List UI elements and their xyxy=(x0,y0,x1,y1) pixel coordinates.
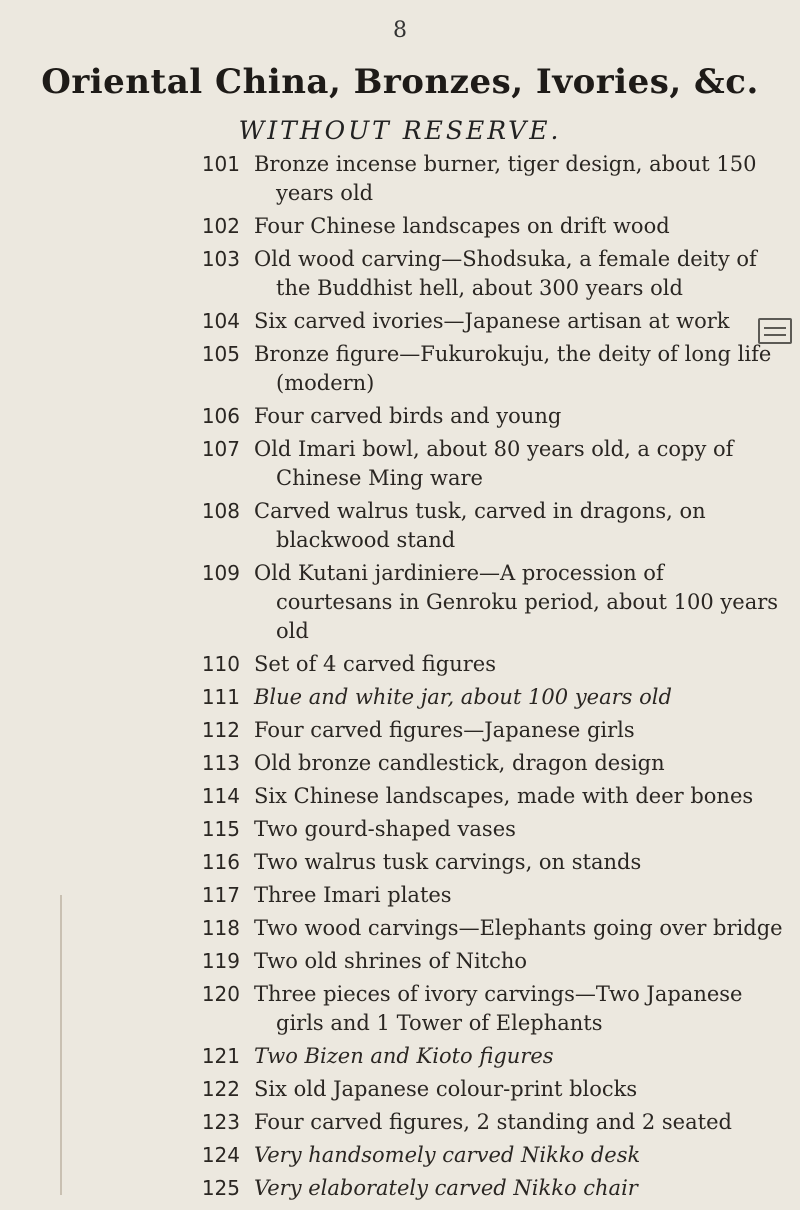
lot-number: 105 xyxy=(201,342,240,366)
lot-number: 124 xyxy=(201,1143,240,1167)
lot-item xyxy=(0,980,800,1038)
lot-item xyxy=(0,435,800,493)
lot-item xyxy=(0,1174,800,1203)
lot-number: 104 xyxy=(201,309,240,333)
lot-description: Four carved figures—Japanese girls xyxy=(254,718,635,742)
lot-item xyxy=(0,150,800,208)
lot-number: 106 xyxy=(201,404,240,428)
lot-description: Two old shrines of Nitcho xyxy=(254,949,528,973)
lot-number: 103 xyxy=(201,247,240,271)
lot-description: Bronze incense burner, tiger design, about 150 years old xyxy=(254,152,757,205)
lot-number: 108 xyxy=(201,499,240,523)
lot-number: 113 xyxy=(201,751,240,775)
lot-description: Set of 4 carved figures xyxy=(254,652,497,676)
lot-item xyxy=(0,497,800,555)
lot-description: Four Chinese landscapes on drift wood xyxy=(254,214,670,238)
lot-item xyxy=(0,1108,800,1137)
lot-description: Four carved figures, 2 standing and 2 seated xyxy=(254,1110,732,1134)
lot-item xyxy=(0,683,800,712)
lot-item xyxy=(0,749,800,778)
lot-description: Four carved birds and young xyxy=(254,404,562,428)
lot-item xyxy=(0,1042,800,1071)
lot-description: Six old Japanese colour-print blocks xyxy=(254,1077,638,1101)
lot-item xyxy=(0,782,800,811)
lot-number: 114 xyxy=(201,784,240,808)
lot-description: Old bronze candlestick, dragon design xyxy=(254,751,665,775)
lot-item xyxy=(0,881,800,910)
lot-description: Two wood carvings—Elephants going over bridge xyxy=(254,916,783,940)
lot-description: Old Kutani jardiniere—A procession of courtesans in Genroku period, about 100 years old xyxy=(254,561,779,643)
lot-item xyxy=(0,340,800,398)
lot-description: Two walrus tusk carvings, on stands xyxy=(254,850,642,874)
lot-description: Very handsomely carved Nikko desk xyxy=(254,1143,641,1167)
lot-description: Old Imari bowl, about 80 years old, a copy of Chinese Ming ware xyxy=(254,437,734,490)
lot-number: 118 xyxy=(201,916,240,940)
lot-number: 110 xyxy=(201,652,240,676)
lot-description: Six carved ivories—Japanese artisan at work xyxy=(254,309,730,333)
lot-number: 121 xyxy=(201,1044,240,1068)
lot-item xyxy=(0,559,800,646)
lot-number: 120 xyxy=(201,982,240,1006)
lot-item xyxy=(0,212,800,241)
lot-number: 115 xyxy=(201,817,240,841)
lot-number: 117 xyxy=(201,883,240,907)
section-subtitle: WITHOUT RESERVE. xyxy=(238,116,562,145)
lot-item xyxy=(0,947,800,976)
lot-number: 116 xyxy=(201,850,240,874)
lot-description: Three Imari plates xyxy=(254,883,452,907)
lot-item xyxy=(0,245,800,303)
lot-item xyxy=(0,815,800,844)
lot-list xyxy=(0,150,800,1207)
lot-number: 125 xyxy=(201,1176,240,1200)
lot-number: 101 xyxy=(201,152,240,176)
page-number: 8 xyxy=(393,18,407,43)
lot-description: Two Bizen and Kioto figures xyxy=(254,1044,554,1068)
lot-item xyxy=(0,1141,800,1170)
lot-number: 119 xyxy=(201,949,240,973)
lot-description: Blue and white jar, about 100 years old xyxy=(254,685,672,709)
lot-number: 123 xyxy=(201,1110,240,1134)
lot-item xyxy=(0,848,800,877)
lot-description: Three pieces of ivory carvings—Two Japanese girls and 1 Tower of Elephants xyxy=(254,982,743,1035)
lot-item xyxy=(0,650,800,679)
lot-number: 107 xyxy=(201,437,240,461)
lot-description: Two gourd-shaped vases xyxy=(254,817,516,841)
lot-item xyxy=(0,307,800,336)
lot-item xyxy=(0,716,800,745)
lot-description: Bronze figure—Fukurokuju, the deity of long life (modern) xyxy=(254,342,772,395)
lot-number: 111 xyxy=(201,685,240,709)
lot-number: 112 xyxy=(201,718,240,742)
lot-item xyxy=(0,914,800,943)
page-title: Oriental China, Bronzes, Ivories, &c. xyxy=(41,62,759,102)
lot-number: 102 xyxy=(201,214,240,238)
lot-description: Carved walrus tusk, carved in dragons, on blackwood stand xyxy=(254,499,706,552)
lot-item xyxy=(0,402,800,431)
lot-description: Old wood carving—Shodsuka, a female deity of the Buddhist hell, about 300 years old xyxy=(254,247,757,300)
lot-description: Very elaborately carved Nikko chair xyxy=(254,1176,638,1200)
lot-item xyxy=(0,1075,800,1104)
lot-number: 109 xyxy=(201,561,240,585)
lot-number: 122 xyxy=(201,1077,240,1101)
lot-description: Six Chinese landscapes, made with deer bones xyxy=(254,784,754,808)
